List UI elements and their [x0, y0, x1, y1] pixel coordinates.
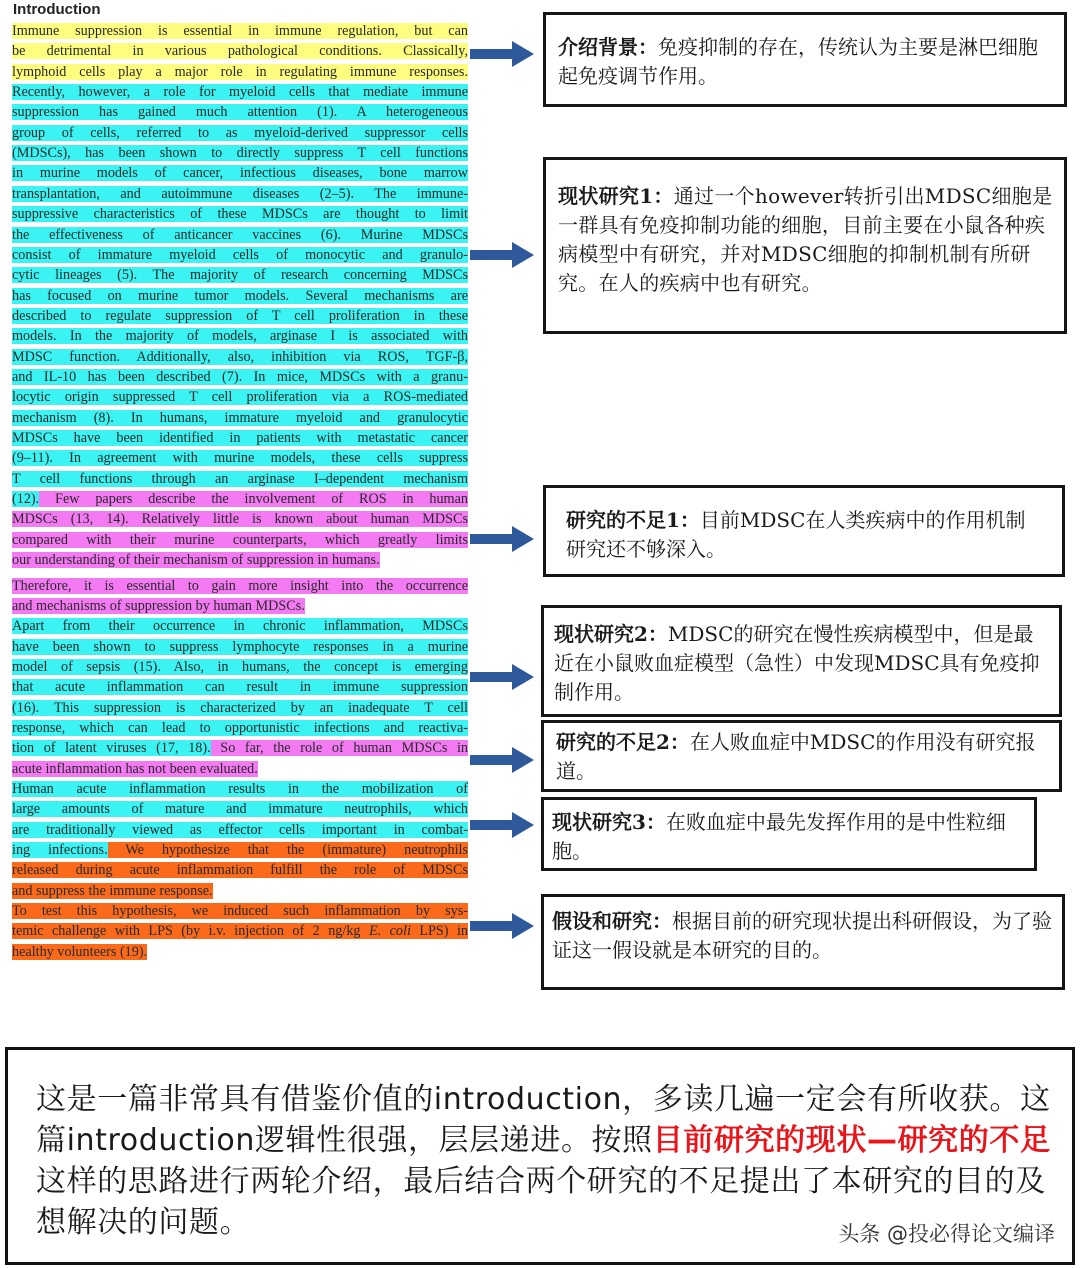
paper-line — [12, 245, 468, 265]
paper-line-segment: compared with their murine counterparts, which greatly limits — [12, 531, 468, 548]
paper-line-segment: response, which can lead to opportunistic infections and reactiva- — [12, 719, 468, 736]
annotation-box-background — [543, 12, 1067, 107]
paper-heading: Introduction — [13, 1, 101, 18]
paper-line — [12, 677, 468, 697]
annotation-text: 在人败血症中MDSC的作用没有研究报道。 — [556, 730, 1036, 783]
paper-line-segment: healthy volunteers (19). — [12, 943, 148, 960]
arrow-icon — [468, 911, 536, 941]
paper-line-segment: and suppress the immune response. — [12, 882, 213, 899]
paper-line — [12, 448, 468, 468]
paper-line-segment: model of sepsis (15). — [12, 658, 161, 675]
arrow-icon — [468, 240, 536, 270]
paper-line — [12, 41, 468, 61]
paper-line — [12, 21, 468, 41]
paper-line — [12, 306, 468, 326]
paper-line-segment: Few papers describe the involvement of ROS in human — [39, 491, 468, 508]
arrow-icon — [468, 39, 536, 69]
arrow-icon — [468, 745, 536, 775]
paper-line — [12, 347, 468, 367]
paper-line-segment: LPS) in — [410, 923, 468, 940]
paper-line-segment: mechanism (8). In humans, immature myeloid and granulocytic — [12, 409, 468, 426]
paper-line-segment: has focused on murine tumor models. Several mechanisms are — [12, 287, 468, 304]
paper-line-segment: ing infections. — [12, 842, 108, 858]
paper-line-segment: have been shown to suppress lymphocyte responses in a murine — [12, 638, 468, 655]
annotation-label: 现状研究3： — [552, 810, 666, 834]
paper-line-segment: are traditionally viewed as effector cells important in combat- — [12, 821, 468, 838]
paper-line — [12, 718, 468, 738]
paper-line-segment: T cell functions through an arginase I–dependent mechanism — [12, 470, 468, 487]
paper-line-segment: temic challenge with LPS (by i.v. injection of 2 ng/kg — [12, 923, 369, 940]
annotation-box-hypothesis — [541, 894, 1065, 990]
annotation-text: 根据目前的研究现状提出科研假设，为了验证这一假设就是本研究的目的。 — [552, 909, 1052, 962]
annotation-box-status-1 — [543, 157, 1067, 334]
annotation-text: 免疫抑制的存在，传统认为主要是淋巴细胞起免疫调节作用。 — [558, 35, 1038, 88]
annotation-text: 在败血症中最先发挥作用的是中性粒细胞。 — [552, 810, 1006, 863]
paper-line-segment: (MDSCs), has been shown to directly suppress T cell functions — [12, 145, 468, 162]
paper-line — [12, 596, 468, 616]
paper-line — [12, 184, 468, 204]
paper-line — [12, 326, 468, 346]
paper-line — [12, 123, 468, 143]
paper-line-segment: large amounts of mature and immature neutrophils, which — [12, 801, 468, 818]
paper-line-segment: in murine models of cancer, infectious diseases, bone marrow — [12, 165, 468, 182]
paper-line-segment: Recently, however, a role for myeloid cells that mediate immune — [12, 84, 468, 101]
paper-line — [12, 102, 468, 122]
watermark: 头条 @投必得论文编译 — [838, 1222, 1055, 1246]
paper-line — [12, 840, 468, 860]
paper-line-segment: our understanding of their mechanism of suppression in humans. — [12, 552, 380, 569]
paper-line — [12, 550, 468, 570]
paper-line-segment: acute inflammation has not been evaluated. — [12, 760, 258, 777]
paper-line-segment: models. In the majority of models, arginase I is associated with — [12, 328, 468, 345]
paper-line-segment: released during acute inflammation fulfill the role of MDSCs — [12, 862, 468, 879]
paper-line — [12, 860, 468, 880]
paper-line — [12, 225, 468, 245]
paper-line — [12, 286, 468, 306]
paper-line-segment: E. coli — [368, 923, 411, 940]
paper-line-segment: (16). This suppression is characterized by an inadequate T cell — [12, 699, 468, 716]
paper-line-segment: lymphoid cells play a major role in regulating immune responses. — [12, 63, 468, 80]
paper-line-segment: So far, the role of human MDSCs in — [210, 740, 468, 757]
paper-line — [12, 265, 468, 285]
paper-line-segment: and mechanisms of suppression by human MDSCs. — [12, 597, 305, 614]
paper-line — [12, 576, 468, 596]
paper-line-segment: Immune suppression is essential in immune regulation, but can — [12, 23, 468, 39]
paper-line — [12, 738, 468, 758]
paper-line — [12, 901, 468, 921]
paper-line — [12, 367, 468, 387]
paper-line — [12, 799, 468, 819]
paper-line — [12, 62, 468, 82]
paper-line — [12, 759, 468, 779]
paper-line — [12, 143, 468, 163]
annotation-box-status-3 — [541, 797, 1037, 871]
paper-line-segment: tion of latent viruses (17, 18). — [12, 740, 211, 757]
annotation-box-gap-2 — [541, 720, 1062, 792]
paper-line — [12, 489, 468, 509]
annotation-label: 现状研究1： — [558, 184, 674, 208]
arrow-icon — [468, 810, 536, 840]
paper-line-segment: MDSCs have been identified in patients with metastatic cancer — [12, 430, 468, 446]
paper-line-segment: We hypothesize that the (immature) neutrophils — [107, 842, 468, 858]
annotation-box-status-2 — [541, 605, 1062, 717]
annotation-label: 研究的不足1： — [566, 508, 700, 532]
paper-line — [12, 921, 468, 941]
paper-line-segment: To test this hypothesis, we induced such inflammation by sys- — [12, 903, 468, 920]
paper-line — [12, 428, 468, 448]
paper-line-segment: Apart from their occurrence in chronic inflammation, MDSCs — [12, 618, 468, 635]
paper-line-segment: (9–11). In agreement with murine models, these cells suppress — [12, 450, 468, 467]
annotation-box-gap-1 — [543, 485, 1065, 577]
paper-line-segment: and IL-10 has been described (7). In mice, MDSCs with a granu- — [12, 369, 468, 385]
paper-line — [12, 881, 468, 901]
paper-line-segment: suppression has gained much attention (1). A heterogeneous — [12, 104, 468, 121]
summary-text-2: 这样的思路进行两轮介绍，最后结合两个研究的不足提出了本研究的目的及想解决的问题。 — [36, 1164, 1046, 1240]
arrow-icon — [468, 524, 536, 554]
paper-line — [12, 82, 468, 102]
paper-line — [12, 779, 468, 799]
annotation-label: 研究的不足2： — [556, 730, 690, 754]
paper-line — [12, 698, 468, 718]
annotation-label: 假设和研究： — [552, 909, 672, 933]
annotation-text: 目前MDSC在人类疾病中的作用机制研究还不够深入。 — [566, 508, 1026, 561]
paper-line-segment: MDSCs (13, 14). Relatively little is known about human MDSCs — [12, 511, 468, 528]
paper-line-segment: consist of immature myeloid cells of monocytic and granulo- — [12, 246, 468, 263]
paper-line-segment: be detrimental in various pathological conditions. Classically, — [12, 43, 468, 60]
paper-line-segment: group of cells, referred to as myeloid-derived suppressor cells — [12, 124, 468, 141]
paper-line-segment: transplantation, and autoimmune diseases (2–5). The immune- — [12, 185, 468, 202]
paper-line — [12, 469, 468, 489]
paper-line-segment: that acute inflammation can result in immune suppression — [12, 679, 468, 696]
paper-line — [12, 509, 468, 529]
paper-line-segment: cytic lineages (5). The majority of research concerning MDSCs — [12, 267, 468, 284]
paper-line — [12, 204, 468, 224]
paper-line — [12, 387, 468, 407]
paper-line — [12, 942, 468, 962]
paper-line-segment: Human acute inflammation results in the mobilization of — [12, 781, 468, 797]
annotation-text: 通过一个however转折引出MDSC细胞是一群具有免疫抑制功能的细胞，目前主要在小鼠各种疾病模型中有研究，并对MDSC细胞的抑制机制有所研究。在人的疾病中也有研究。 — [558, 184, 1053, 295]
paper-line-segment: Therefore, it is essential to gain more insight into the occurrence — [12, 577, 468, 594]
paper-line — [12, 820, 468, 840]
paper-line-segment: Also, in humans, the concept is emerging — [160, 658, 468, 675]
paper-line-segment: (12). — [12, 491, 40, 508]
paper-line-segment: described to regulate suppression of T cell proliferation in these — [12, 307, 468, 324]
paper-line — [12, 616, 468, 636]
annotation-label: 现状研究2： — [554, 622, 668, 646]
paper-line — [12, 657, 468, 677]
paper-line-segment: MDSC function. Additionally, also, inhibition via ROS, TGF-β, — [12, 348, 468, 365]
paper-line-segment: suppressive characteristics of these MDSCs are thought to limit — [12, 206, 468, 223]
arrow-icon — [468, 662, 536, 692]
paper-line — [12, 163, 468, 183]
paper-line — [12, 637, 468, 657]
summary-text-1: 这是一篇非常具有借鉴价值的introduction，多读几遍一定会有所收获。这篇introduction逻辑性很强，层层递进。按照 — [36, 1082, 1051, 1158]
paper-line-segment: the effectiveness of anticancer vaccines (6). Murine MDSCs — [12, 226, 468, 243]
paper-line-segment: locytic origin suppressed T cell proliferation via a ROS-mediated — [12, 389, 468, 406]
paper-line — [12, 408, 468, 428]
annotation-label: 介绍背景： — [558, 35, 658, 59]
paper-line — [12, 530, 468, 550]
summary-highlight: 目前研究的现状—研究的不足 — [652, 1123, 1051, 1158]
annotation-text: MDSC的研究在慢性疾病模型中，但是最近在小鼠败血症模型（急性）中发现MDSC具有免疫抑制作用。 — [554, 622, 1040, 704]
